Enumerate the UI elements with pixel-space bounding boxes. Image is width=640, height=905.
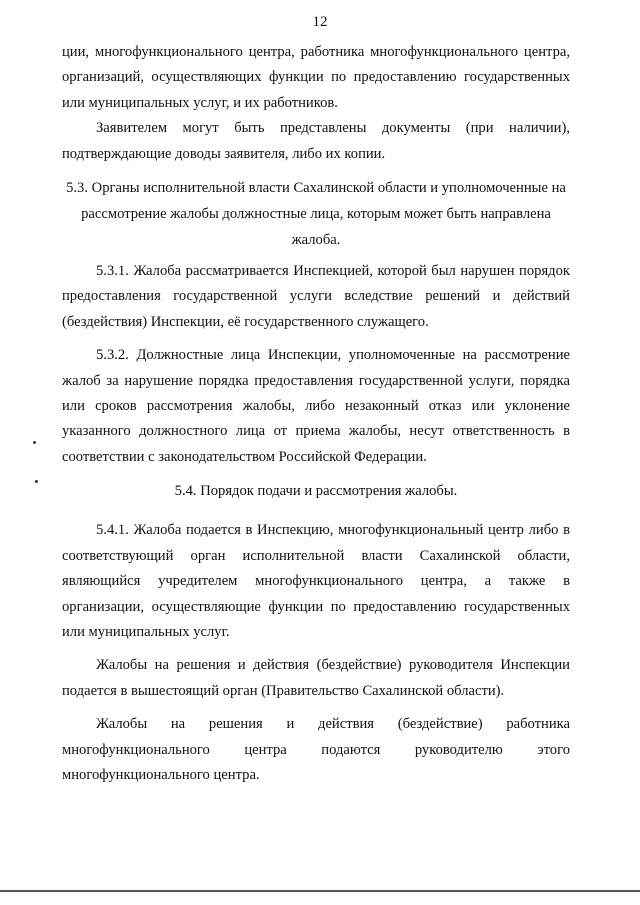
- paragraph-5-4-1: 5.4.1. Жалоба подается в Инспекцию, многофункциональный центр либо в соответствующий орган исполнительной власти Сахалинской области, являющийся учредителем многофункционального центра, а также в организации, осуществляющие функции по предоставлению государственных или муниципальных услуг.: [62, 522, 570, 640]
- paragraph-5-3-1: 5.3.1. Жалоба рассматривается Инспекцией, которой был нарушен порядок предоставления государственной услуги вследствие решений и действий (бездействия) Инспекции, её государственного служащего.: [62, 263, 570, 330]
- scan-speck: [33, 441, 36, 444]
- paragraph-5-3-2: 5.3.2. Должностные лица Инспекции, уполномоченные на рассмотрение жалоб за нарушение порядка предоставления государственной услуги, порядка или сроков рассмотрения жалобы, либо незаконный отказ или уклонение указанного должностного лица от приема жалобы, несут ответственность в соответствии с законодательством Российской Федерации.: [62, 347, 570, 465]
- section-heading-5-3: 5.3. Органы исполнительной власти Сахалинской области и уполномоченные на рассмотрение жалобы должностные лица, которым может быть направлена жалоба.: [66, 180, 566, 249]
- page-number: 12: [312, 14, 328, 30]
- scan-speck: [35, 480, 38, 483]
- paragraph-continuation: ции, многофункционального центра, работника многофункционального центра, организаций, осуществляющих функции по предоставлению государственных или муниципальных услуг, и их работников.: [62, 44, 570, 111]
- document-body: [62, 40, 570, 788]
- section-heading-5-4: 5.4. Порядок подачи и рассмотрения жалобы.: [174, 483, 458, 500]
- paragraph-head-complaints: Жалобы на решения и действия (бездействие) руководителя Инспекции подается в вышестоящий орган (Правительство Сахалинской области).: [62, 657, 570, 699]
- bottom-edge-line: [0, 890, 640, 892]
- paragraph-documents: Заявителем могут быть представлены документы (при наличии), подтверждающие доводы заявителя, либо их копии.: [62, 120, 570, 162]
- paragraph-mfc-complaints: Жалобы на решения и действия (бездействие) работника многофункционального центра подаются руководителю этого многофункционального центра.: [62, 716, 570, 783]
